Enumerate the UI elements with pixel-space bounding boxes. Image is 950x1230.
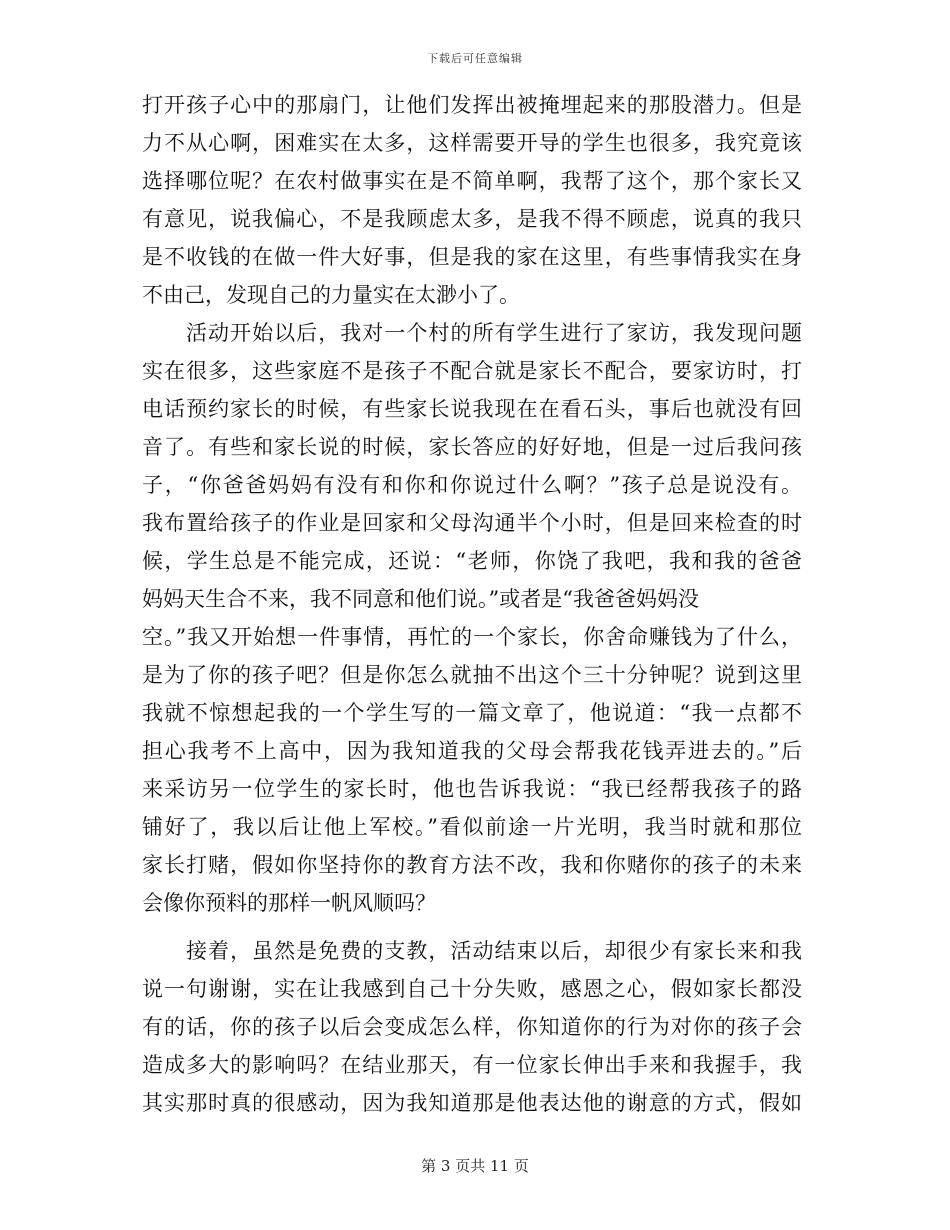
text-line: 我布置给孩子的作业是回家和父母沟通半个小时，但是回来检查的时 xyxy=(142,511,802,535)
text-line: 子，“你爸爸妈妈有没有和你和你说过什么啊？”孩子总是说没有。 xyxy=(142,473,802,497)
text-line: 担心我考不上高中，因为我知道我的父母会帮我花钱弄进去的。”后 xyxy=(142,739,802,763)
text-line: 其实那时真的很感动，因为我知道那是他表达他的谢意的方式，假如 xyxy=(142,1091,802,1115)
paragraph-spacer xyxy=(142,922,802,932)
text-line: 活动开始以后，我对一个村的所有学生进行了家访，我发现问题 xyxy=(186,321,802,345)
text-line: 是不收钱的在做一件大好事，但是我的家在这里，有些事情我实在身 xyxy=(142,245,802,269)
text-line: 有意见，说我偏心，不是我顾虑太多，是我不得不顾虑，说真的我只 xyxy=(142,207,802,231)
text-line: 音了。有些和家长说的时候，家长答应的好好地，但是一过后我问孩 xyxy=(142,435,802,459)
text-line: 铺好了，我以后让他上军校。”看似前途一片光明，我当时就和那位 xyxy=(142,815,802,839)
paragraph xyxy=(142,932,802,1122)
text-line: 妈妈天生合不来，我不同意和他们说。”或者是“我爸爸妈妈没 xyxy=(142,587,699,611)
text-line: 候，学生总是不能完成，还说：“老师，你饶了我吧，我和我的爸爸 xyxy=(142,549,802,573)
page-number-footer: 第 3 页共 11 页 xyxy=(421,1157,529,1175)
text-line: 不由己，发现自己的力量实在太渺小了。 xyxy=(142,283,520,307)
text-line: 我就不惊想起我的一个学生写的一篇文章了，他说道：“我一点都不 xyxy=(142,701,802,725)
text-line: 空。”我又开始想一件事情，再忙的一个家长，你舍命赚钱为了什么， xyxy=(142,625,802,649)
text-line: 力不从心啊，困难实在太多，这样需要开导的学生也很多，我究竟该 xyxy=(142,131,802,155)
text-line: 接着，虽然是免费的支教，活动结束以后，却很少有家长来和我 xyxy=(186,939,802,963)
text-line: 打开孩子心中的那扇门，让他们发挥出被掩埋起来的那股潜力。但是 xyxy=(142,93,802,117)
text-line: 电话预约家长的时候，有些家长说我现在在看石头，事后也就没有回 xyxy=(142,397,802,421)
text-line: 会像你预料的那样一帆风顺吗？ xyxy=(142,891,436,915)
paragraph xyxy=(142,86,802,314)
text-line: 是为了你的孩子吧？但是你怎么就抽不出这个三十分钟呢？说到这里 xyxy=(142,663,802,687)
text-line: 来采访另一位学生的家长时，他也告诉我说：“我已经帮我孩子的路 xyxy=(142,777,802,801)
page-header: 下载后可任意编辑 xyxy=(427,52,523,65)
paragraph xyxy=(142,314,802,922)
text-line: 有的话，你的孩子以后会变成怎么样，你知道你的行为对你的孩子会 xyxy=(142,1015,802,1039)
body-text xyxy=(142,86,802,1122)
text-line: 实在很多，这些家庭不是孩子不配合就是家长不配合，要家访时，打 xyxy=(142,359,802,383)
text-line: 选择哪位呢？在农村做事实在是不简单啊，我帮了这个，那个家长又 xyxy=(142,169,802,193)
text-line: 造成多大的影响吗？在结业那天，有一位家长伸出手来和我握手，我 xyxy=(142,1053,802,1077)
text-line: 说一句谢谢，实在让我感到自己十分失败，感恩之心，假如家长都没 xyxy=(142,977,802,1001)
text-line: 家长打赌，假如你坚持你的教育方法不改，我和你赌你的孩子的未来 xyxy=(142,853,802,877)
